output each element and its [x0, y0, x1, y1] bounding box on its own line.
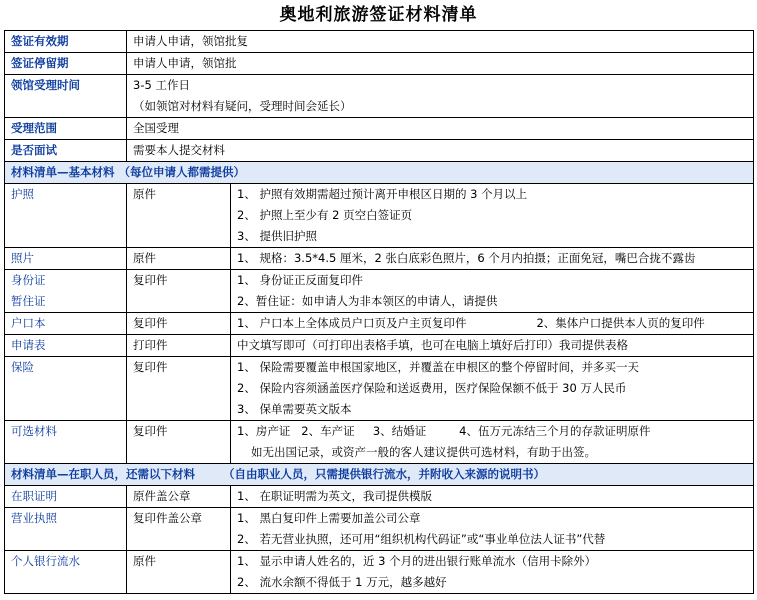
- row-passport: [5, 184, 754, 248]
- detail-bank: [231, 551, 754, 594]
- passport-line-2: 2、 护照上至少有 2 页空白签证页: [237, 208, 413, 222]
- row-form: [5, 335, 754, 357]
- row-hukou: [5, 313, 754, 335]
- label-insurance: 保险: [5, 357, 127, 421]
- value-processing-time: [127, 75, 754, 118]
- value-scope: 全国受理: [127, 118, 754, 140]
- value-stay: 申请人申请，领馆批: [127, 53, 754, 75]
- insurance-line-1: 1、 保险需要覆盖申根国家地区，并覆盖在申根区的整个停留时间，并多买一天: [237, 360, 639, 374]
- label-employment: 在职证明: [5, 486, 127, 508]
- type-employment: 原件盖公章: [127, 486, 231, 508]
- type-passport: 原件: [127, 184, 231, 248]
- label-photo: 照片: [5, 248, 127, 270]
- optional-item-4: 4、伍万元冻结三个月的存款证明原件: [459, 424, 651, 438]
- passport-line-3: 3、 提供旧护照: [237, 229, 317, 243]
- row-photo: [5, 248, 754, 270]
- label-bank: 个人银行流水: [5, 551, 127, 594]
- row-scope: [5, 118, 754, 140]
- label-interview: 是否面试: [5, 140, 127, 162]
- label-passport: 护照: [5, 184, 127, 248]
- license-line-1: 1、 黑白复印件上需要加盖公司公章: [237, 511, 421, 525]
- detail-insurance: [231, 357, 754, 421]
- hukou-line-1: 1、 户口本上全体成员户口页及户主页复印件: [237, 316, 467, 330]
- type-photo: 原件: [127, 248, 231, 270]
- insurance-line-2: 2、 保险内容须涵盖医疗保险和送返费用，医疗保险保额不低于 30 万人民币: [237, 381, 627, 395]
- detail-passport: [231, 184, 754, 248]
- type-license: 复印件盖公章: [127, 508, 231, 551]
- residence-permit-label: 暂住证: [11, 294, 46, 308]
- type-hukou: 复印件: [127, 313, 231, 335]
- detail-photo: 1、 规格：3.5*4.5 厘米，2 张白底彩色照片，6 个月内拍摄；正面免冠，嘴巴合拢不露齿: [231, 248, 754, 270]
- optional-item-1: 1、房产证: [237, 424, 291, 438]
- section-basic-header: [5, 162, 754, 184]
- detail-license: [231, 508, 754, 551]
- idcard-line-1: 1、 身份证正反面复印件: [237, 273, 363, 287]
- label-license: 营业执照: [5, 508, 127, 551]
- bank-line-2: 2、 流水余额不得低于 1 万元，越多越好: [237, 575, 447, 589]
- page-title: 奥地利旅游签证材料清单: [279, 5, 478, 25]
- optional-item-2: 2、车产证: [301, 424, 355, 438]
- processing-time-days: 3-5 工作日: [133, 78, 190, 92]
- type-bank: 原件: [127, 551, 231, 594]
- row-interview: [5, 140, 754, 162]
- insurance-line-3: 3、 保单需要英文版本: [237, 402, 352, 416]
- label-scope: 受理范围: [5, 118, 127, 140]
- type-insurance: 复印件: [127, 357, 231, 421]
- row-idcard: [5, 270, 754, 313]
- detail-optional: [231, 421, 754, 464]
- idcard-line-2: 2、暂住证：如申请人为非本领区的申请人，请提供: [237, 294, 498, 308]
- detail-employment: 1、 在职证明需为英文，我司提供模版: [231, 486, 754, 508]
- label-idcard: [5, 270, 127, 313]
- type-optional: 复印件: [127, 421, 231, 464]
- row-processing-time: [5, 75, 754, 118]
- label-hukou: 户口本: [5, 313, 127, 335]
- processing-time-note: （如领馆对材料有疑问，受理时间会延长）: [133, 99, 352, 113]
- visa-materials-table: [4, 30, 754, 594]
- detail-hukou: [231, 313, 754, 335]
- passport-line-1: 1、 护照有效期需超过预计离开申根区日期的 3 个月以上: [237, 187, 528, 201]
- row-insurance: [5, 357, 754, 421]
- row-employment: [5, 486, 754, 508]
- optional-items: [237, 421, 753, 442]
- license-line-2: 2、 若无营业执照，还可用“组织机构代码证”或“事业单位法人证书”代替: [237, 532, 606, 546]
- label-stay: 签证停留期: [5, 53, 127, 75]
- row-stay: [5, 53, 754, 75]
- bank-line-1: 1、 显示申请人姓名的，近 3 个月的进出银行账单流水（信用卡除外）: [237, 554, 597, 568]
- row-validity: [5, 31, 754, 53]
- section-employed-title: [5, 464, 754, 486]
- detail-form: 中文填写即可（可打印出表格手填，也可在电脑上填好后打印）我司提供表格: [231, 335, 754, 357]
- row-bank: [5, 551, 754, 594]
- optional-item-3: 3、结婚证: [372, 424, 427, 438]
- label-validity: 签证有效期: [5, 31, 127, 53]
- type-idcard: 复印件: [127, 270, 231, 313]
- detail-idcard: [231, 270, 754, 313]
- label-form: 申请表: [5, 335, 127, 357]
- section-employed-header: [5, 464, 754, 486]
- optional-note: 如无出国记录，或资产一般的客人建议提供可选材料，有助于出签。: [251, 445, 596, 459]
- value-validity: 申请人申请，领馆批复: [127, 31, 754, 53]
- hukou-line-2: 2、集体户口提供本人页的复印件: [536, 316, 705, 330]
- label-optional: 可选材料: [5, 421, 127, 464]
- type-form: 打印件: [127, 335, 231, 357]
- label-processing-time: 领馆受理时间: [5, 75, 127, 118]
- idcard-label: 身份证: [11, 273, 46, 287]
- section-employed-right: （自由职业人员，只需提供银行流水，并附收入来源的说明书）: [223, 467, 546, 481]
- section-employed-left: 材料清单—在职人员，还需以下材料: [11, 467, 195, 481]
- value-interview: 需要本人提交材料: [127, 140, 754, 162]
- section-basic-title: 材料清单—基本材料 （每位申请人都需提供）: [5, 162, 754, 184]
- row-optional: [5, 421, 754, 464]
- row-license: [5, 508, 754, 551]
